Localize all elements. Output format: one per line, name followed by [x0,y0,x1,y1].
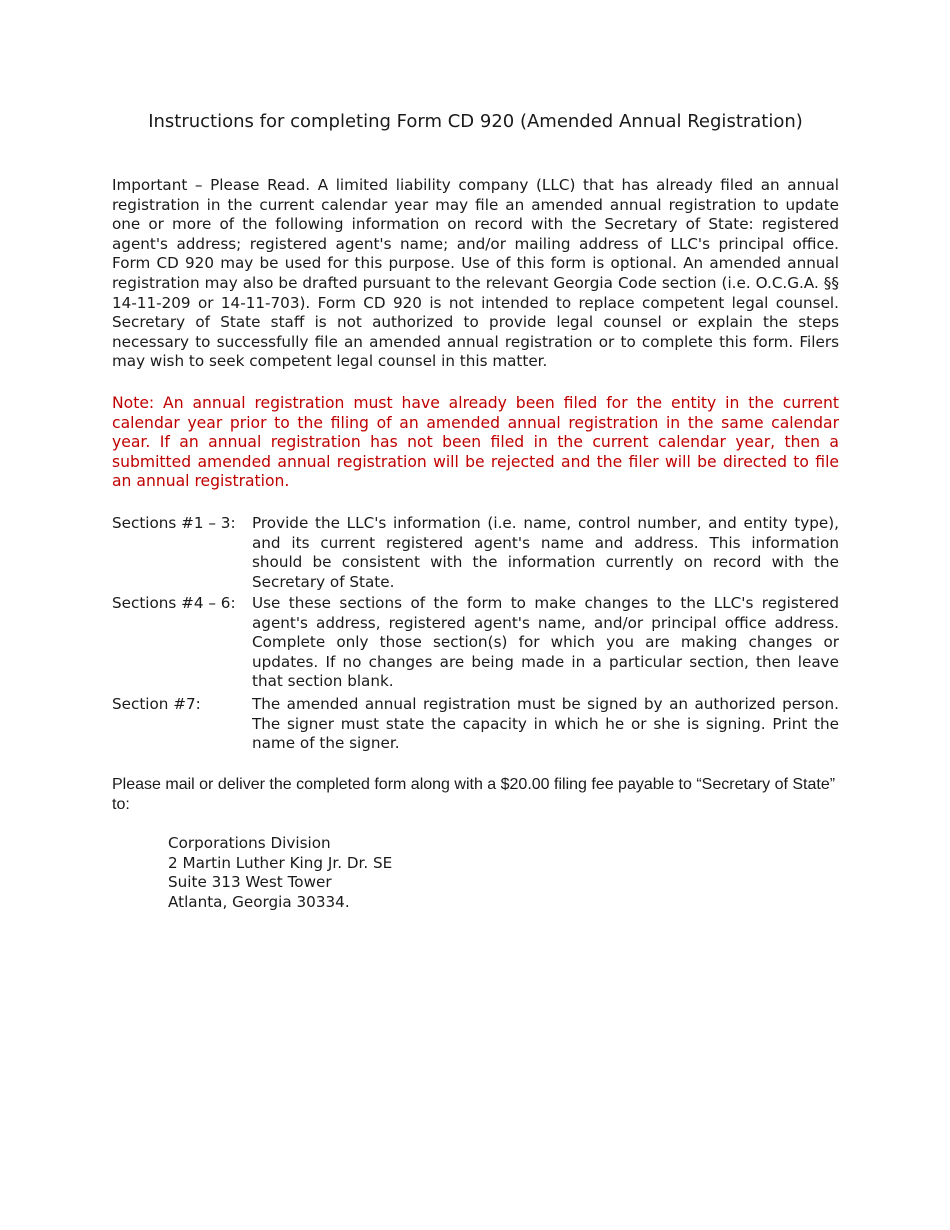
note-paragraph: Note: An annual registration must have already been filed for the entity in the current calendar year prior to the filing of an amended annual registration in the same calendar year. If an annual registration has not been filed in the current calendar year, then a submitted amended annual registration will be rejected and the filer will be directed to file an annual registration. [112,394,839,491]
section-description: Provide the LLC's information (i.e. name, control number, and entity type), and its current registered agent's name and address. This information should be consistent with the information currently on record with the Secretary of State. [252,514,839,591]
section-description: Use these sections of the form to make changes to the LLC's registered agent's address, registered agent's name, and/or principal office address. Complete only those section(s) for which you are making changes or updates. If no changes are being made in a particular section, then leave that section blank. [252,594,839,691]
section-label: Section #7: [112,695,201,713]
mail-instructions: Please mail or deliver the completed form along with a $20.00 filing fee payable to “Secretary of State” to: [112,776,836,813]
section-label: Sections #4 – 6: [112,594,236,612]
section-label: Sections #1 – 3: [112,514,236,532]
document-title: Instructions for completing Form CD 920 (Amended Annual Registration) [148,111,803,132]
mailing-address [168,834,392,912]
address-line: Suite 313 West Tower [168,873,332,892]
address-line: Atlanta, Georgia 30334. [168,892,350,911]
section-description: The amended annual registration must be signed by an authorized person. The signer must state the capacity in which he or she is signing. Print the name of the signer. [252,695,839,753]
intro-paragraph: Important – Please Read. A limited liability company (LLC) that has already filed an annual registration in the current calendar year may file an amended annual registration to update one or more of the following information on record with the Secretary of State: registered agent's address; registered agent's name; and/or mailing address of LLC's principal office. Form CD 920 may be used for this purpose. Use of this form is optional. An amended annual registration may also be drafted pursuant to the relevant Georgia Code section (i.e. O.C.G.A. §§ 14-11-209 or 14-11-703). Form CD 920 is not intended to replace competent legal counsel. Secretary of State staff is not authorized to provide legal counsel or explain the steps necessary to successfully file an amended annual registration or to complete this form. Filers may wish to seek competent legal counsel in this matter. [112,176,839,371]
address-line: Corporations Division [168,834,331,852]
address-line: 2 Martin Luther King Jr. Dr. SE [168,853,393,872]
